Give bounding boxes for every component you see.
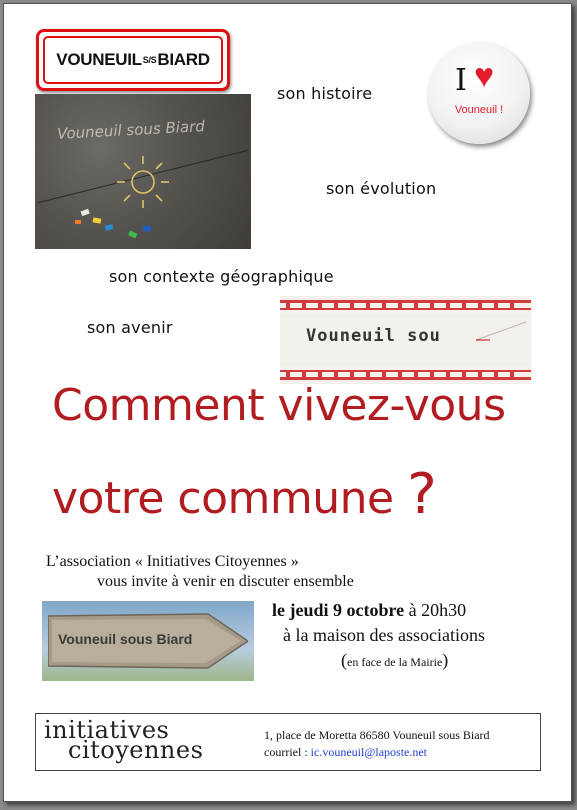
i-love-vouneuil-badge	[428, 42, 530, 144]
title-line-2-text: votre commune	[52, 473, 394, 524]
title-line-1: Comment vivez-vous	[52, 380, 506, 431]
arrow-sign-text: Vouneuil sous Biard	[58, 631, 193, 647]
arrow-sign-photo	[42, 601, 254, 681]
event-place-note-text: en face de la Mairie	[347, 655, 443, 669]
event-date-line	[272, 600, 466, 621]
event-date: le jeudi 9 octobre	[272, 600, 405, 620]
logo-line-1: initiatives	[44, 716, 170, 744]
event-place: à la maison des associations	[283, 625, 485, 645]
event-time: à 20h30	[404, 600, 467, 620]
embroidery-photo	[280, 296, 531, 384]
topic-histoire: son histoire	[277, 84, 373, 103]
embroidery-text: Vouneuil sou	[306, 326, 441, 346]
town-sign	[36, 29, 230, 91]
chalk-sun-icon	[35, 94, 251, 249]
footer-email-line	[264, 745, 427, 760]
sign-sur-abbrev: S/S	[142, 55, 157, 65]
badge-label: Vouneuil !	[454, 104, 504, 116]
topic-contexte: son contexte géographique	[109, 267, 334, 286]
invitation-line-2: vous invite à venir en discuter ensemble	[97, 573, 354, 590]
topic-evolution: son évolution	[326, 179, 437, 198]
asphalt-chalk-photo	[35, 94, 251, 249]
town-sign-inner	[43, 36, 223, 84]
logo-line-2: citoyennes	[68, 736, 204, 764]
badge-letter-i: I	[455, 63, 467, 98]
paren-open: (	[341, 650, 347, 670]
footer-email-link[interactable]: ic.vouneuil@laposte.net	[310, 745, 428, 759]
invitation-line-1: L’association « Initiatives Citoyennes »	[46, 553, 299, 570]
topic-avenir: son avenir	[87, 318, 173, 337]
paren-close: )	[442, 650, 449, 670]
chalk-text: Vouneuil sous Biard	[56, 117, 206, 143]
footer-address: 1, place de Moretta 86580 Vouneuil sous Biard	[264, 728, 490, 742]
title-line-2	[52, 462, 436, 527]
poster-page	[3, 3, 572, 802]
heart-icon: ♥	[474, 58, 495, 95]
sign-name: VOUNEUIL	[56, 50, 142, 69]
title-question-mark: ?	[407, 462, 437, 527]
sign-town: BIARD	[157, 50, 210, 69]
footer-box	[35, 713, 541, 771]
event-place-note	[341, 650, 448, 671]
footer-email-label: courriel :	[264, 745, 311, 759]
